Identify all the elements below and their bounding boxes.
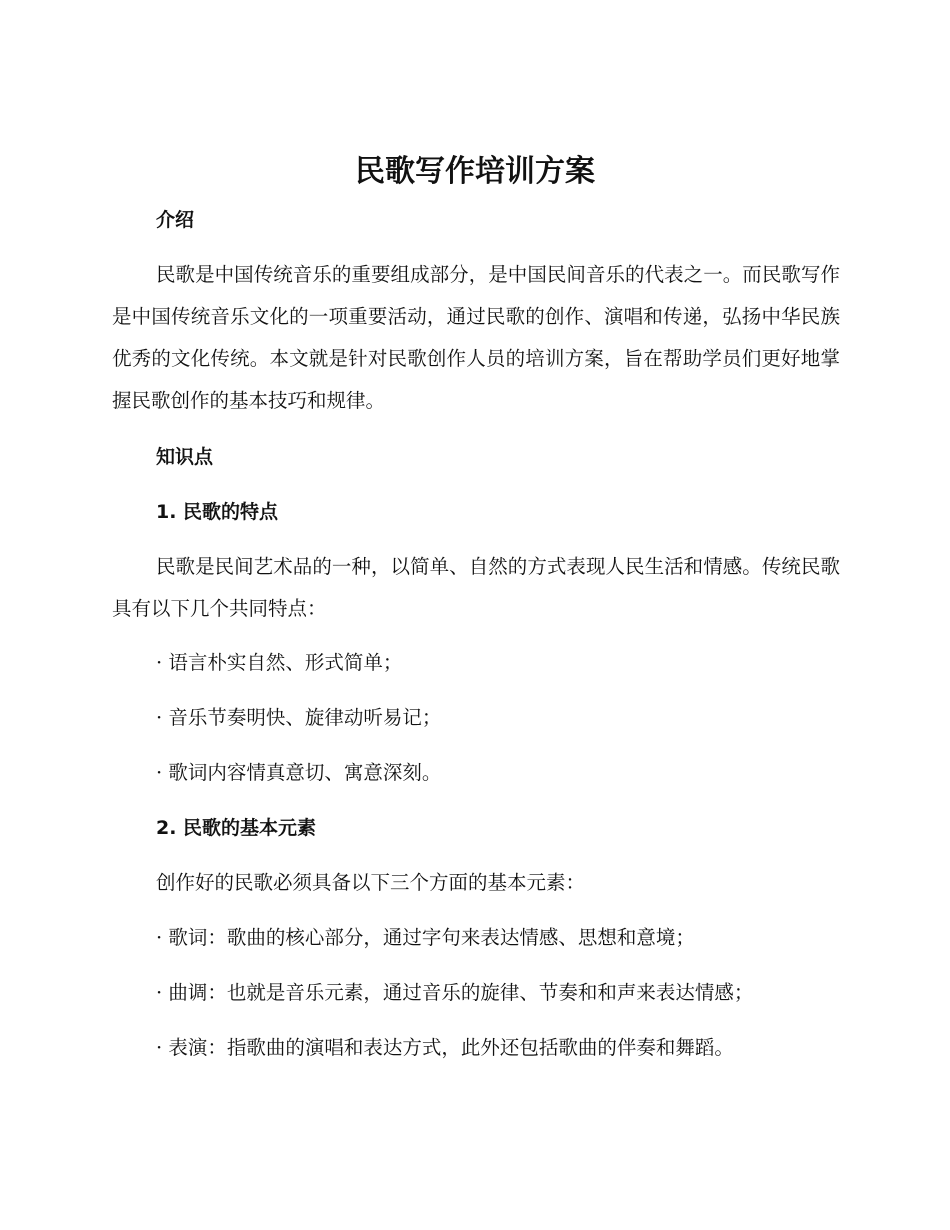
section1-heading: 1. 民歌的特点	[156, 501, 279, 523]
intro-paragraph: 民歌是中国传统音乐的重要组成部分，是中国民间音乐的代表之一。而民歌写作是中国传统音乐文化的一项重要活动，通过民歌的创作、演唱和传递，弘扬中华民族优秀的文化传统。本文就是针对民歌创作人员的培训方案，旨在帮助学员们更好地掌握民歌创作的基本技巧和规律。	[112, 263, 840, 412]
intro-heading: 介绍	[156, 209, 195, 231]
list-item: · 曲调：也就是音乐元素，通过音乐的旋律、节奏和和声来表达情感；	[156, 981, 754, 1004]
list-item: · 音乐节奏明快、旋律动听易记；	[156, 706, 442, 729]
list-item: · 语言朴实自然、形式简单；	[156, 651, 403, 674]
list-item: · 歌词：歌曲的核心部分，通过字句来表达情感、思想和意境；	[156, 926, 695, 949]
list-item: · 歌词内容情真意切、寓意深刻。	[156, 761, 442, 784]
knowledge-heading: 知识点	[156, 446, 214, 468]
list-item: · 表演：指歌曲的演唱和表达方式，此外还包括歌曲的伴奏和舞蹈。	[156, 1036, 734, 1059]
section1-paragraph: 民歌是民间艺术品的一种，以简单、自然的方式表现人民生活和情感。传统民歌具有以下几个共同特点：	[112, 555, 840, 620]
section2-heading: 2. 民歌的基本元素	[156, 817, 317, 839]
section2-intro: 创作好的民歌必须具备以下三个方面的基本元素：	[156, 871, 586, 894]
document-title: 民歌写作培训方案	[355, 154, 595, 189]
